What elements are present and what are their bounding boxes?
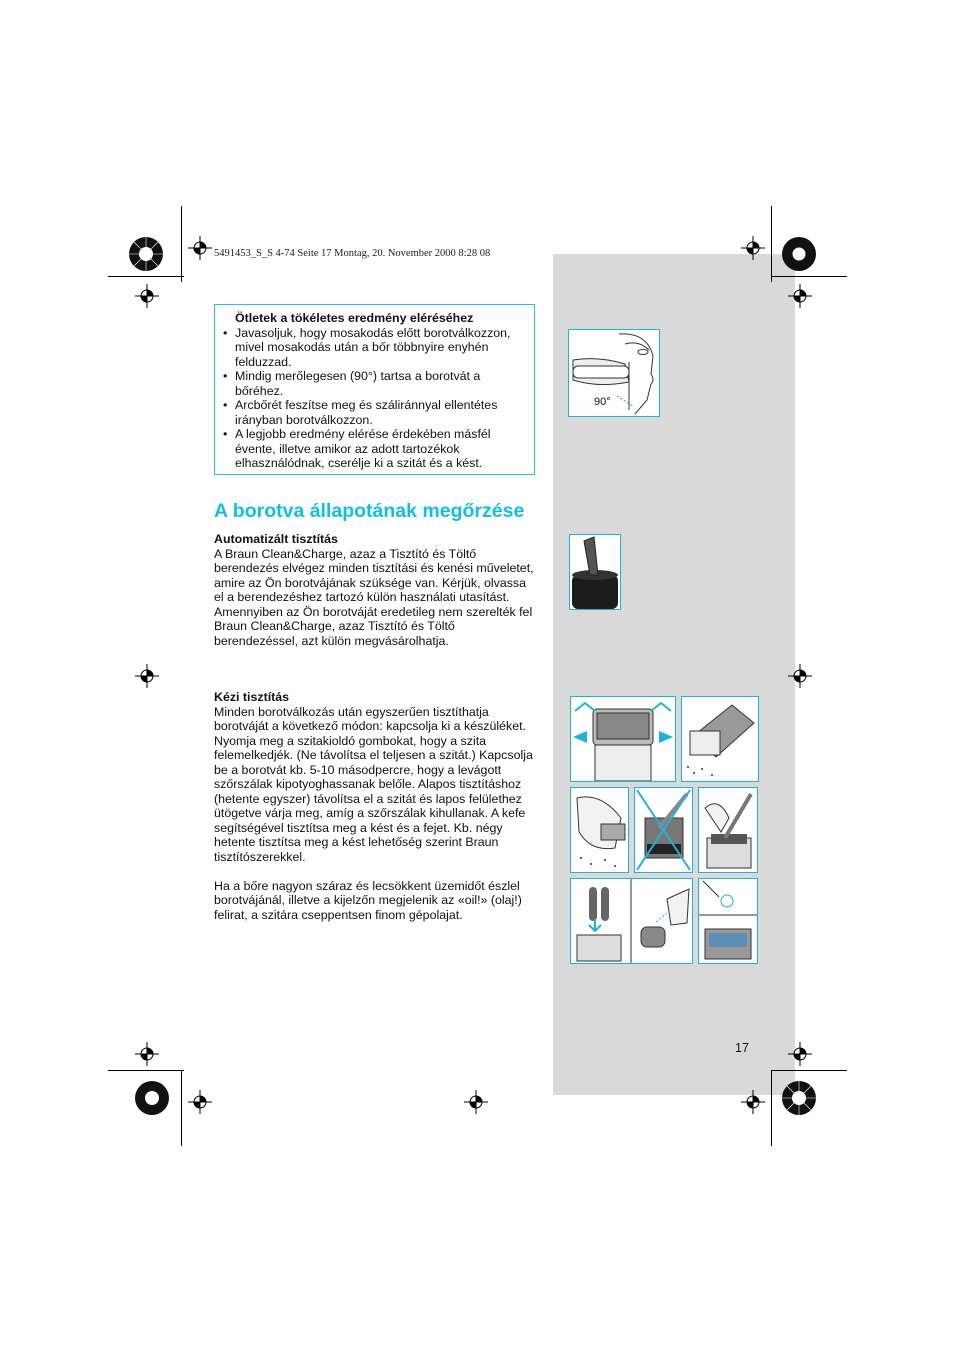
tips-title: Ötletek a tökéletes eredmény eléréséhez xyxy=(235,311,474,325)
auto-cleaning-para1: A Braun Clean&Charge, azaz a Tisztító és Töltő berendezés elvégez minden tisztítási és kenési műveletet, amire az Ön borotvájának szüksége van. Kérjük, olvassa el a berendezéshez tartozó külön használati utasítást. xyxy=(214,546,534,604)
manual-cleaning-section xyxy=(214,690,536,922)
crosshair-icon xyxy=(464,1090,488,1114)
tip-item: • A legjobb eredmény elérése érdekében másfél évente, illetve amikor az adott tartozékok elhasználódnak, cserélje ki a szitát és a kést. xyxy=(221,427,528,471)
page-number: 17 xyxy=(735,1041,749,1055)
crosshair-icon xyxy=(788,284,812,308)
crop-mark xyxy=(771,1070,772,1146)
shaver-tapping-figure xyxy=(681,696,759,782)
shaving-angle-figure xyxy=(568,329,660,417)
crop-mark xyxy=(771,276,847,277)
auto-cleaning-section xyxy=(214,532,536,648)
crosshair-icon xyxy=(741,1090,765,1114)
auto-cleaning-heading: Automatizált tisztítás xyxy=(214,532,338,546)
brush-cutter-figure xyxy=(698,787,758,873)
crop-mark xyxy=(181,206,182,282)
crosshair-icon xyxy=(788,664,812,688)
tip-item: • Mindig merőlegesen (90°) tartsa a borotvát a bőréhez. xyxy=(221,369,528,398)
release-buttons-figure xyxy=(570,696,676,782)
crosshair-icon xyxy=(188,1090,212,1114)
crop-mark xyxy=(108,1070,184,1071)
section-title: A borotva állapotának megőrzése xyxy=(214,500,525,522)
registration-wheel-icon xyxy=(130,1076,174,1120)
print-header: 5491453_S_S 4-74 Seite 17 Montag, 20. November 2000 8:28 08 xyxy=(214,248,491,259)
no-brush-foil-figure xyxy=(634,787,693,873)
crop-mark xyxy=(771,206,772,282)
tip-item: • Arcbőrét feszítse meg és száliránnyal ellentétes irányban borotválkozzon. xyxy=(221,398,528,427)
clean-charge-figure xyxy=(569,534,621,610)
oil-display-figure xyxy=(698,878,758,964)
angle-label: 90° xyxy=(594,396,611,408)
tips-box xyxy=(214,304,535,475)
tap-foil-figure xyxy=(570,787,629,873)
oil-foil-figure xyxy=(570,878,693,964)
registration-wheel-icon xyxy=(124,232,168,276)
manual-cleaning-para1: Minden borotválkozás után egyszerűen tisztíthatja borotváját a következő módon: kapcsolja ki a készüléket. Nyomja meg a szitakioldó gombokat, hogy a szita felemelkedjék. (Ne távolítsa el teljesen a szitát.) Kapcsolja be a borotvát kb. 5-10 másodpercre, hogy a levágott szőrszálak kipotyoghassanak belőle. Alapos tisztításhoz (hetente egyszer) távolítsa el a szitát és lapos felülethez ütögetve várja meg, amíg a szőrszálak kihullanak. A kefe segítségével tisztítsa meg a kést és a fejet. Kb. négy hetente tisztítsa meg a kést lehetőség szerint Braun tisztítószerekkel. xyxy=(214,704,533,864)
crop-mark xyxy=(771,1070,847,1071)
registration-wheel-icon xyxy=(777,1076,821,1120)
registration-wheel-icon xyxy=(777,232,821,276)
crosshair-icon xyxy=(188,236,212,260)
crop-mark xyxy=(108,276,184,277)
crosshair-icon xyxy=(788,1042,812,1066)
manual-cleaning-para2: Ha a bőre nagyon száraz és lecsökkent üzemidőt észlel borotvájánál, illetve a kijelzőn megjelenik az «oil!» (olaj!) felirat, a szitára cseppentsen finom gépolajat. xyxy=(214,878,522,922)
crosshair-icon xyxy=(741,236,765,260)
tip-item: • Javasoljuk, hogy mosakodás előtt borotválkozzon, mivel mosakodás után a bőr többnyire enyhén felduzzad. xyxy=(221,326,528,370)
crosshair-icon xyxy=(135,1042,159,1066)
tips-list xyxy=(221,326,528,471)
crop-mark xyxy=(181,1070,182,1146)
manual-cleaning-heading: Kézi tisztítás xyxy=(214,690,290,704)
crosshair-icon xyxy=(135,284,159,308)
auto-cleaning-para2: Amennyiben az Ön borotváját eredetileg nem szerelték fel Braun Clean&Charge, azaz Tisztító és Töltő berendezéssel, azt külön megvásárolhatja. xyxy=(214,604,533,648)
crosshair-icon xyxy=(135,664,159,688)
